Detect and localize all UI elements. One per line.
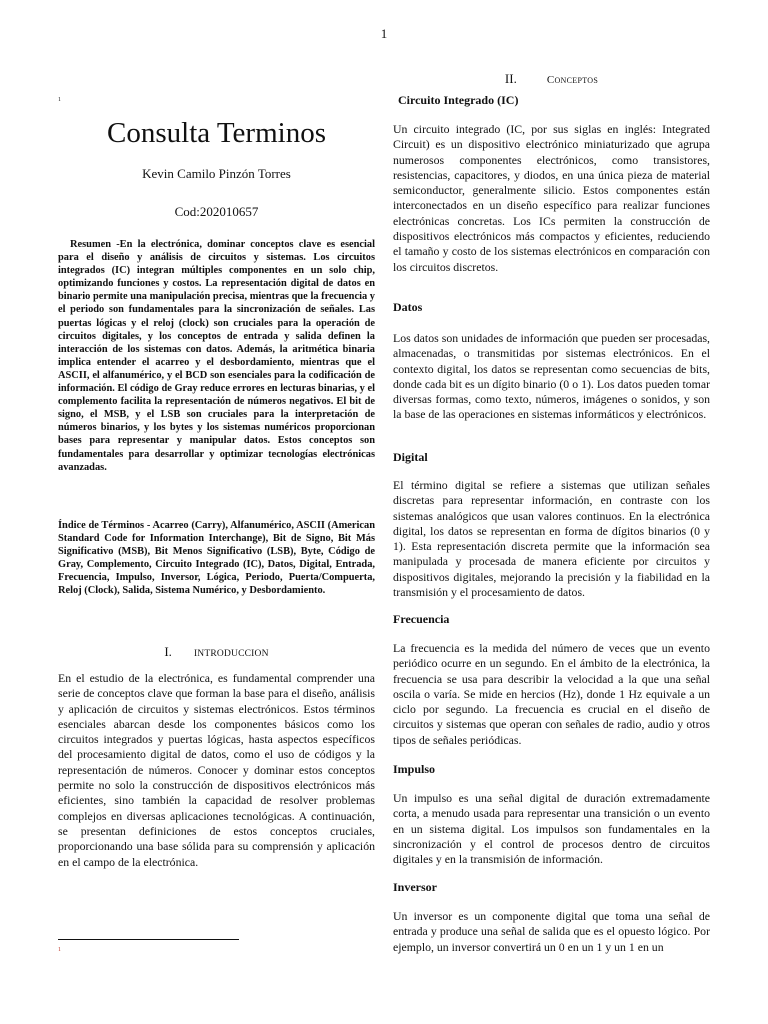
student-code: Cod:202010657 xyxy=(174,204,259,219)
concept-heading: Impulso xyxy=(393,762,436,776)
section-heading-conceptos xyxy=(393,71,710,87)
section-title: INTRODUCCION xyxy=(193,649,269,659)
footnote-marker: 1 xyxy=(58,947,61,953)
concept-text: Un impulso es una señal digital de duración extremadamente corta, a menudo usada para representar una transición o un evento en un sistema digital. Los impulsos son fundamentales en la sincronización y el control de procesos dentro de circuitos digitales y en la transmisión de información. xyxy=(393,791,710,867)
concept-heading: Frecuencia xyxy=(393,612,450,626)
concept-text: Un circuito integrado (IC, por sus siglas en inglés: Integrated Circuit) es un dispositivo electrónico miniaturizado que agrupa numerosos componentes electrónicos, como transistores, resistencias, capacitores, y diodos, en una única pieza de material semiconductor, generalmente silicio. Estos componentes están interconectados en un diseño específico para realizar funciones electrónicas concretas. Los ICs permiten la construcción de dispositivos electrónicos más compactos y eficientes, reduciendo el tamaño y costo de los sistemas electrónicos en comparación con los circuitos discretos. xyxy=(393,122,710,274)
concept-text: La frecuencia es la medida del número de veces que un evento periódico ocurre en un segundo. En el ámbito de la electrónica, la frecuencia se usa para describir la velocidad a la que una señal oscila o varía. Se mide en hercios (Hz), donde 1 Hz equivale a un ciclo por segundo. La frecuencia es crucial en el diseño de circuitos y sistemas que operan con señales de radio, audio y otros tipos de señales periódicas. xyxy=(393,641,710,747)
concept-heading: Digital xyxy=(393,450,428,464)
author-name: Kevin Camilo Pinzón Torres xyxy=(142,166,291,181)
concept-heading: Circuito Integrado (IC) xyxy=(398,93,519,107)
section-number: I. xyxy=(164,644,172,659)
page-number: 1 xyxy=(380,26,388,41)
index-terms: Índice de Términos - Acarreo (Carry), Alfanumérico, ASCII (American Standard Code for Information Interchange), Bit de Signo, Bit Más Significativo (MSB), Bit Menos Significativo (LSB), Byte, Código de Gray, Complemento, Circuito Integrado (IC), Datos, Digital, Entrada, Frecuencia, Impulso, Inversor, Lógica, Periodo, Puerta/Compuerta, Reloj (Clock), Salida, Sistema Numérico, y Desbordamiento. xyxy=(58,520,375,597)
concept-text: Un inversor es un componente digital que toma una señal de entrada y produce una señal de salida que es el opuesto lógico. Por ejemplo, un inversor convertirá un 0 en un 1 y un 1 en un xyxy=(393,909,710,954)
footnote-divider xyxy=(58,939,239,940)
section-heading-introduction xyxy=(58,644,375,660)
concept-text: Los datos son unidades de información que pueden ser procesadas, almacenadas, o transmitidas por sistemas electrónicos. En el contexto digital, los datos se representan como secuencias de bits, donde cada bit es un dígito binario (0 o 1). Los datos pueden tomar diversas formas, como texto, números, imágenes o sonidos, y son la base de las operaciones en sistemas informáticos y electrónicos. xyxy=(393,331,710,422)
concept-heading: Inversor xyxy=(393,880,437,894)
abstract: Resumen -En la electrónica, dominar conceptos clave es esencial para el diseño y análisis de circuitos y sistemas. Los circuitos integrados (IC) integran múltiples componentes en un solo chip, optimizando funciones y costos. La representación digital de datos en binario permite una manipulación precisa, mientras que la frecuencia y el periodo son fundamentales para la sincronización de señales. Las puertas lógicas y el reloj (clock) son cruciales para la operación de circuitos digitales, y los conceptos de entrada y salida definen la interacción de los sistemas con datos. Además, la aritmética binaria implica entender el acarreo y el desbordamiento, mientras que el ASCII, el alfanumérico, y el BCD son esenciales para la codificación de información. El código de Gray reduce errores en lecturas binarias, y el complemento facilita la representación de números negativos. El bit de signo, el MSB, y el LSB son cruciales para la interpretación de números binarios, y los bytes y los sistemas numéricos proporcionan bases para representar y manipular datos. Estos conceptos son fundamentales para desarrollar y optimizar tecnologías electrónicas avanzadas. xyxy=(58,239,375,473)
paper-title: Consulta Terminos xyxy=(107,117,326,149)
introduction-text: En el estudio de la electrónica, es fundamental comprender una serie de conceptos clave que forman la base para el diseño, análisis y aplicación de circuitos y sistemas electrónicos. Estos términos esenciales abarcan desde los componentes básicos como los circuitos integrados y puertas lógicas, hasta aspectos específicos del procesamiento digital de datos, como el uso de códigos y la representación de números. Conocer y dominar estos conceptos permite no solo la construcción de dispositivos electrónicos más eficientes, sino también la capacidad de resolver problemas complejos en diversas aplicaciones tecnológicas. A continuación, se presentan definiciones de estos conceptos cruciales, proporcionando una base sólida para su comprensión y aplicación en el campo de la electrónica. xyxy=(58,671,375,869)
concept-heading: Datos xyxy=(393,300,423,314)
margin-marker: 1 xyxy=(58,97,61,103)
section-number: II. xyxy=(504,71,517,86)
concept-text: El término digital se refiere a sistemas que utilizan señales discretas para representar información, en contraste con los sistemas analógicos que usan valores continuos. En la electrónica digital, los datos se representan en forma de dígitos binarios (0 y 1). Esta representación discreta permite que la información sea manipulada y procesada de manera eficiente por circuitos y dispositivos digitales, mejorando la precisión y la fiabilidad en la transmisión y el procesamiento de datos. xyxy=(393,478,710,600)
section-title: Conceptos xyxy=(546,74,599,86)
